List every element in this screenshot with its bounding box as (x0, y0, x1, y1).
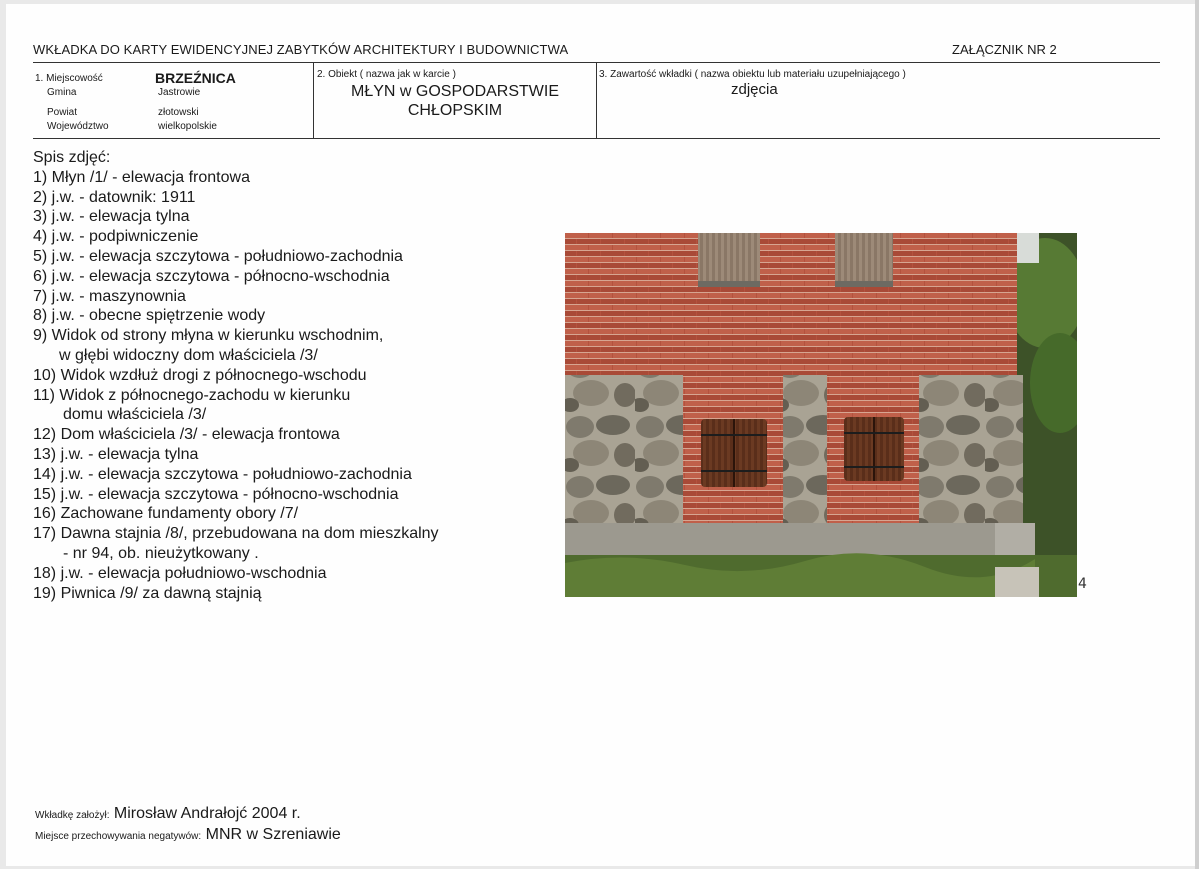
column-divider-2 (596, 62, 597, 139)
list-item: 3) j.w. - elewacja tylna (33, 208, 190, 226)
label-powiat: Powiat (47, 107, 78, 118)
list-item: 10) Widok wzdłuż drogi z północnego-wschodu (33, 366, 367, 384)
list-item: 19) Piwnica /9/ za dawną stajnią (33, 584, 262, 602)
building-photo (565, 233, 1077, 597)
photo-list (33, 148, 553, 603)
photo-list-title: Spis zdjęć: (33, 149, 111, 166)
document-title: WKŁADKA DO KARTY EWIDENCYJNEJ ZABYTKÓW ARCHITEKTURY I BUDOWNICTWA (33, 42, 569, 57)
footer-author (35, 805, 301, 823)
list-item: 4) j.w. - podpiwniczenie (33, 228, 199, 246)
footer-storage (35, 826, 341, 844)
value-gmina: Jastrowie (158, 87, 201, 98)
photo-number: 4 (1078, 576, 1087, 592)
label-wojewodztwo: Województwo (47, 121, 109, 132)
list-item-continuation: domu właściciela /3/ (63, 406, 207, 424)
label-content: 3. Zawartość wkładki ( nazwa obiektu lub materiału uzupełniającego ) (599, 69, 906, 80)
object-name: MŁYN w GOSPODARSTWIE CHŁOPSKIM (350, 83, 560, 119)
list-item: 13) j.w. - elewacja tylna (33, 445, 199, 463)
list-item: 7) j.w. - maszynownia (33, 287, 186, 305)
storage-value: MNR w Szreniawie (205, 826, 341, 843)
mill-basement-photo (565, 233, 1077, 597)
list-item: 5) j.w. - elewacja szczytowa - południowo-zachodnia (33, 247, 403, 265)
value-miejscowosc: BRZEŹNICA (155, 70, 236, 86)
label-miejscowosc: 1. Miejscowość (35, 73, 103, 84)
list-item-continuation: - nr 94, ob. nieużytkowany . (63, 544, 259, 562)
label-object: 2. Obiekt ( nazwa jak w karcie ) (317, 69, 456, 80)
list-item: 17) Dawna stajnia /8/, przebudowana na dom mieszkalny (33, 525, 439, 543)
list-item: 2) j.w. - datownik: 1911 (33, 188, 196, 206)
list-item: 18) j.w. - elewacja południowo-wschodnia (33, 564, 327, 582)
author-label: Wkładkę założył: (35, 810, 110, 821)
list-item: 14) j.w. - elewacja szczytowa - południowo-zachodnia (33, 465, 412, 483)
list-item: 8) j.w. - obecne spiętrzenie wody (33, 307, 266, 325)
list-item: 12) Dom właściciela /3/ - elewacja frontowa (33, 426, 340, 444)
list-item: 1) Młyn /1/ - elewacja frontowa (33, 168, 250, 186)
list-item-continuation: w głębi widoczny dom właściciela /3/ (59, 346, 318, 364)
content-value: zdjęcia (731, 81, 778, 98)
storage-label: Miejsce przechowywania negatywów: (35, 831, 202, 842)
scan-edge (1195, 0, 1199, 869)
list-item: 16) Zachowane fundamenty obory /7/ (33, 505, 299, 523)
author-value: Mirosław Andrałojć 2004 r. (113, 805, 301, 822)
list-item: 11) Widok z północnego-zachodu w kierunku (33, 386, 351, 404)
value-powiat: złotowski (158, 107, 199, 118)
annex-number: ZAŁĄCZNIK NR 2 (952, 42, 1057, 57)
list-item: 6) j.w. - elewacja szczytowa - północno-wschodnia (33, 267, 390, 285)
label-gmina: Gmina (47, 87, 77, 98)
list-item: 9) Widok od strony młyna w kierunku wschodnim, (33, 327, 384, 345)
list-item: 15) j.w. - elewacja szczytowa - północno-wschodnia (33, 485, 399, 503)
value-wojewodztwo: wielkopolskie (158, 121, 217, 132)
